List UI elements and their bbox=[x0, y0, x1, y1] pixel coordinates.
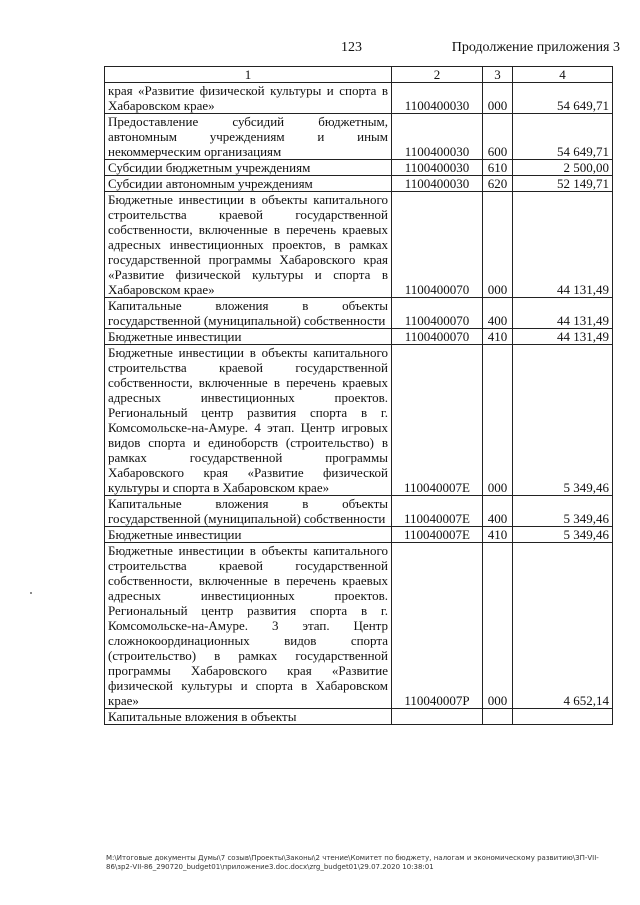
row-type: 000 bbox=[483, 83, 513, 114]
row-amount: 52 149,71 bbox=[513, 176, 613, 192]
row-code: 110040007Р bbox=[392, 543, 483, 709]
row-code: 110040007Е bbox=[392, 496, 483, 527]
row-type: 620 bbox=[483, 176, 513, 192]
row-name: Бюджетные инвестиции bbox=[105, 527, 392, 543]
row-amount: 5 349,46 bbox=[513, 345, 613, 496]
row-name: Капитальные вложения в объекты bbox=[105, 709, 392, 725]
row-name: Капитальные вложения в объекты государственной (муниципальной) собственности bbox=[105, 298, 392, 329]
table-row bbox=[105, 114, 613, 160]
row-name: края «Развитие физической культуры и спорта в Хабаровском крае» bbox=[105, 83, 392, 114]
row-code: 1100400070 bbox=[392, 192, 483, 298]
row-code: 110040007Е bbox=[392, 345, 483, 496]
row-code: 1100400070 bbox=[392, 298, 483, 329]
table-row bbox=[105, 496, 613, 527]
row-code: 1100400070 bbox=[392, 329, 483, 345]
table-row bbox=[105, 192, 613, 298]
table-row bbox=[105, 329, 613, 345]
budget-table bbox=[104, 66, 613, 725]
column-number: 4 bbox=[513, 67, 613, 83]
continuation-label: Продолжение приложения 3 bbox=[451, 40, 620, 55]
row-code: 1100400030 bbox=[392, 114, 483, 160]
row-type: 000 bbox=[483, 192, 513, 298]
column-number: 3 bbox=[483, 67, 513, 83]
table-row bbox=[105, 176, 613, 192]
table-row bbox=[105, 543, 613, 709]
row-amount: 5 349,46 bbox=[513, 527, 613, 543]
scan-mark bbox=[30, 592, 32, 594]
row-amount: 44 131,49 bbox=[513, 192, 613, 298]
row-name: Бюджетные инвестиции bbox=[105, 329, 392, 345]
table-row bbox=[105, 83, 613, 114]
row-type: 000 bbox=[483, 345, 513, 496]
row-code: 1100400030 bbox=[392, 160, 483, 176]
row-amount: 44 131,49 bbox=[513, 298, 613, 329]
row-name: Бюджетные инвестиции в объекты капитального строительства краевой государственной собственности, включенные в перечень краевых адресных инвестиционных проектов, в рамках государственной программы Хабаровского края «Развитие физической культуры и спорта в Хабаровском крае» bbox=[105, 192, 392, 298]
row-type: 610 bbox=[483, 160, 513, 176]
page-header bbox=[0, 40, 640, 60]
row-code: 110040007Е bbox=[392, 527, 483, 543]
row-code bbox=[392, 709, 483, 725]
row-name: Капитальные вложения в объекты государственной (муниципальной) собственности bbox=[105, 496, 392, 527]
row-type: 600 bbox=[483, 114, 513, 160]
row-amount: 5 349,46 bbox=[513, 496, 613, 527]
column-number-row bbox=[105, 67, 613, 83]
row-type: 410 bbox=[483, 329, 513, 345]
table-row bbox=[105, 160, 613, 176]
row-amount: 4 652,14 bbox=[513, 543, 613, 709]
row-code: 1100400030 bbox=[392, 83, 483, 114]
row-type: 400 bbox=[483, 496, 513, 527]
table-row bbox=[105, 298, 613, 329]
page-number: 123 bbox=[341, 40, 362, 55]
row-amount bbox=[513, 709, 613, 725]
row-type bbox=[483, 709, 513, 725]
row-name: Предоставление субсидий бюджетным, автономным учреждениям и иным некоммерческим организациям bbox=[105, 114, 392, 160]
column-number: 1 bbox=[105, 67, 392, 83]
row-name: Бюджетные инвестиции в объекты капитального строительства краевой государственной собственности, включенные в перечень краевых адресных инвестиционных проектов. Региональный центр развития спорта в г. Комсомольске-на-Амуре. 4 этап. Центр игровых видов спорта и единоборств (строительство) в рамках государственной программы Хабаровского края «Развитие физической культуры и спорта в Хабаровском крае» bbox=[105, 345, 392, 496]
table-row bbox=[105, 527, 613, 543]
row-name: Бюджетные инвестиции в объекты капитального строительства краевой государственной собственности, включенные в перечень краевых адресных инвестиционных проектов. Региональный центр развития спорта в г. Комсомольске-на-Амуре. 3 этап. Центр сложнокоординационных видов спорта (строительство) в рамках государственной программы Хабаровского края «Развитие физической культуры и спорта в Хабаровском крае» bbox=[105, 543, 392, 709]
table-row bbox=[105, 709, 613, 725]
table-row bbox=[105, 345, 613, 496]
row-type: 410 bbox=[483, 527, 513, 543]
column-number: 2 bbox=[392, 67, 483, 83]
row-amount: 54 649,71 bbox=[513, 114, 613, 160]
row-name: Субсидии бюджетным учреждениям bbox=[105, 160, 392, 176]
row-type: 400 bbox=[483, 298, 513, 329]
row-amount: 44 131,49 bbox=[513, 329, 613, 345]
file-path-footer: M:\Итоговые документы Думы\7 созыв\Проекты\Законы\2 чтение\Комитет по бюджету, налогам и экономическому развитию\ЗП-VII-86\зр2-VII-86_290720_budget01\приложение3.doc.docx\zrg_budget01\29.07.2020 10:38:01 bbox=[106, 854, 599, 871]
row-code: 1100400030 bbox=[392, 176, 483, 192]
row-type: 000 bbox=[483, 543, 513, 709]
row-amount: 54 649,71 bbox=[513, 83, 613, 114]
row-amount: 2 500,00 bbox=[513, 160, 613, 176]
row-name: Субсидии автономным учреждениям bbox=[105, 176, 392, 192]
